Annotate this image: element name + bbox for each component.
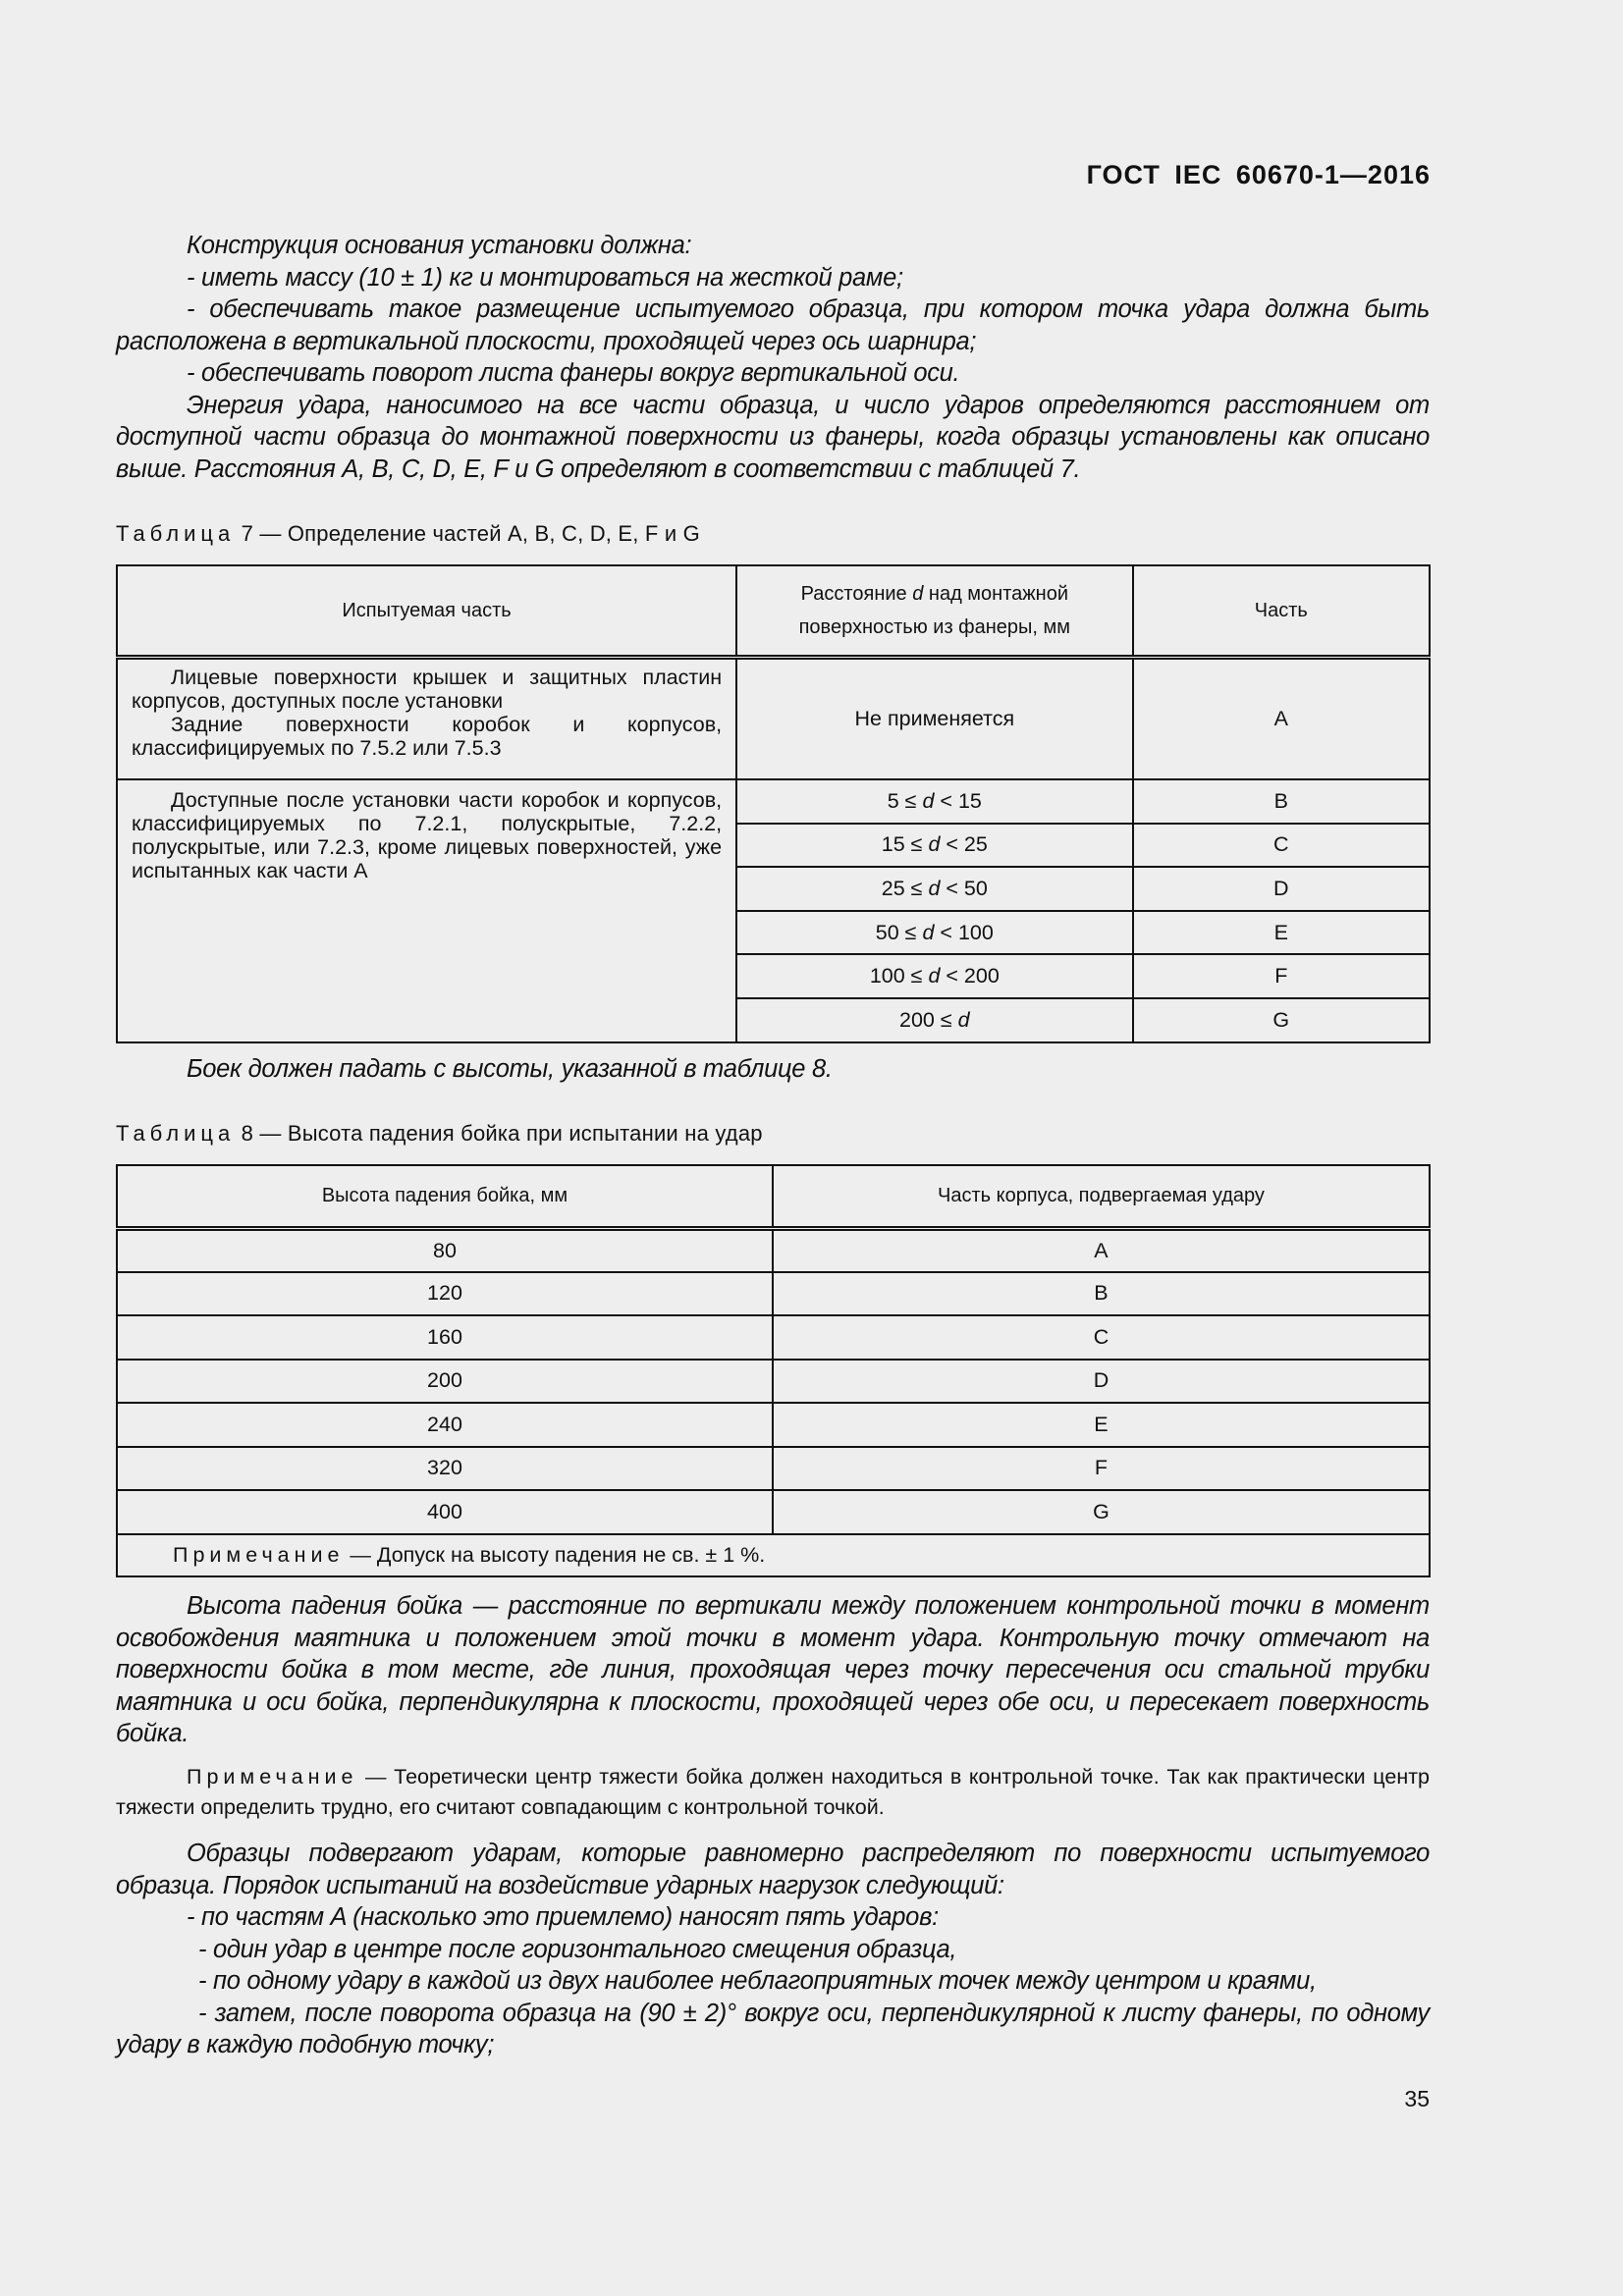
table7-caption xyxy=(116,521,700,547)
part-cell: E xyxy=(1133,911,1430,955)
part-cell: B xyxy=(773,1272,1430,1316)
column-header: Испытуемая часть xyxy=(117,565,736,657)
caption-title: 7 — Определение частей A, B, C, D, E, F и G xyxy=(235,521,700,546)
table-note: Примечание — Допуск на высоту падения не св. ± 1 %. xyxy=(117,1534,1430,1576)
part-cell: A xyxy=(1133,657,1430,779)
height-cell: 160 xyxy=(117,1315,773,1360)
part-cell: C xyxy=(1133,824,1430,868)
column-header: Часть xyxy=(1133,565,1430,657)
table-row xyxy=(117,779,1430,824)
page-number: 35 xyxy=(1404,2086,1430,2111)
definition-paragraph: Высота падения бойка — расстояние по вертикали между положением контрольной точки в момент освобождения маятника и положением этой точки в момент удара. Контрольную точку отмечают на поверхности бойка в том месте, где линия, проходящая через точку пересечения оси стальной трубки маятника и оси бойка, перпендикулярна к плоскости, проходящей через обе оси, и пересекает поверхность бойка. xyxy=(116,1592,1430,1747)
intro-bullet: - обеспечивать такое размещение испытуемого образца, при котором точка удара должна быть расположена в вертикальной плоскости, проходящей через ось шарнира; xyxy=(116,295,1430,355)
column-header: Высота падения бойка, мм xyxy=(117,1165,773,1228)
table-row xyxy=(117,1315,1430,1360)
part-cell: G xyxy=(1133,998,1430,1042)
distance-cell: 100 ≤ d < 200 xyxy=(736,954,1132,998)
table-row xyxy=(117,1490,1430,1534)
intro-line: Конструкция основания установки должна: xyxy=(187,232,692,259)
height-cell: 120 xyxy=(117,1272,773,1316)
part-cell: D xyxy=(1133,867,1430,911)
distance-cell: 5 ≤ d < 15 xyxy=(736,779,1132,824)
procedure-intro: Образцы подвергают ударам, которые равномерно распределяют по поверхности испытуемого образца. Порядок испытаний на воздействие ударных нагрузок следующий: xyxy=(116,1840,1430,1899)
part-cell: F xyxy=(1133,954,1430,998)
height-cell: 200 xyxy=(117,1360,773,1404)
table-row xyxy=(117,1403,1430,1447)
table8-caption xyxy=(116,1121,763,1147)
intro-paragraph: Энергия удара, наносимого на все части образца, и число ударов определяются расстоянием от доступной части образца до монтажной поверхности из фанеры, когда образцы установлены как описано выше. Расстояния A, B, C, D, E, F и G определяют в соответствии с таблицей 7. xyxy=(116,391,1430,483)
table-row xyxy=(117,1447,1430,1491)
caption-label: Таблица xyxy=(116,521,236,546)
part-cell: A xyxy=(773,1228,1430,1272)
table-8 xyxy=(116,1164,1431,1577)
height-cell: 240 xyxy=(117,1403,773,1447)
part-cell: B xyxy=(1133,779,1430,824)
procedure-subitem: - затем, после поворота образца на (90 ± 2)° вокруг оси, перпендикулярной к листу фанеры, по одному удару в каждую подобную точку; xyxy=(116,1999,1430,2058)
table-row xyxy=(117,1272,1430,1316)
distance-cell: 200 ≤ d xyxy=(736,998,1132,1042)
intro-text xyxy=(116,230,1430,485)
procedure-item: - по частям A (насколько это приемлемо) наносят пять ударов: xyxy=(187,1903,939,1931)
drop-height-reference: Боек должен падать с высоты, указанной в таблице 8. xyxy=(187,1055,833,1083)
table-note-row xyxy=(117,1534,1430,1576)
intro-bullet: - иметь массу (10 ± 1) кг и монтироваться на жесткой раме; xyxy=(187,263,903,292)
part-cell: G xyxy=(773,1490,1430,1534)
table-row xyxy=(117,657,1430,779)
tested-part-cell: Доступные после установки части коробок и корпусов, классифицируемых по 7.2.1, полускрытые, 7.2.2, полускрытые, или 7.2.3, кроме лицевых поверхностей, уже испытанных как части A xyxy=(117,779,736,1042)
height-cell: 320 xyxy=(117,1447,773,1491)
column-header: Расстояние d над монтажной поверхностью из фанеры, мм xyxy=(736,565,1132,657)
part-cell: D xyxy=(773,1360,1430,1404)
intro-bullet: - обеспечивать поворот листа фанеры вокруг вертикальной оси. xyxy=(187,359,960,387)
note-paragraph: Примечание — Теоретически центр тяжести бойка должен находиться в контрольной точке. Так как практически центр тяжести определить трудно, его считают совпадающим с контрольной точкой. xyxy=(116,1765,1430,1819)
table-row xyxy=(117,1228,1430,1272)
procedure-subitem: - по одному удару в каждой из двух наиболее неблагоприятных точек между центром и краями, xyxy=(198,1967,1317,1995)
part-cell: C xyxy=(773,1315,1430,1360)
height-cell: 400 xyxy=(117,1490,773,1534)
procedure-text xyxy=(116,1838,1430,2061)
distance-cell: 50 ≤ d < 100 xyxy=(736,911,1132,955)
part-cell: F xyxy=(773,1447,1430,1491)
column-header: Часть корпуса, подвергаемая удару xyxy=(773,1165,1430,1228)
caption-title: 8 — Высота падения бойка при испытании на удар xyxy=(235,1121,763,1146)
caption-label: Таблица xyxy=(116,1121,236,1146)
tested-part-cell: Лицевые поверхности крышек и защитных пластин корпусов, доступных после установки Задние поверхности коробок и корпусов, классифицируемых по 7.5.2 или 7.5.3 xyxy=(117,657,736,779)
document-id-header: ГОСТ IEC 60670-1—2016 xyxy=(1086,160,1431,189)
table-row xyxy=(117,1360,1430,1404)
table-7 xyxy=(116,564,1431,1043)
distance-cell: 25 ≤ d < 50 xyxy=(736,867,1132,911)
procedure-subitem: - один удар в центре после горизонтального смещения образца, xyxy=(198,1935,957,1963)
distance-cell: Не применяется xyxy=(736,657,1132,779)
distance-cell: 15 ≤ d < 25 xyxy=(736,824,1132,868)
part-cell: E xyxy=(773,1403,1430,1447)
height-cell: 80 xyxy=(117,1228,773,1272)
